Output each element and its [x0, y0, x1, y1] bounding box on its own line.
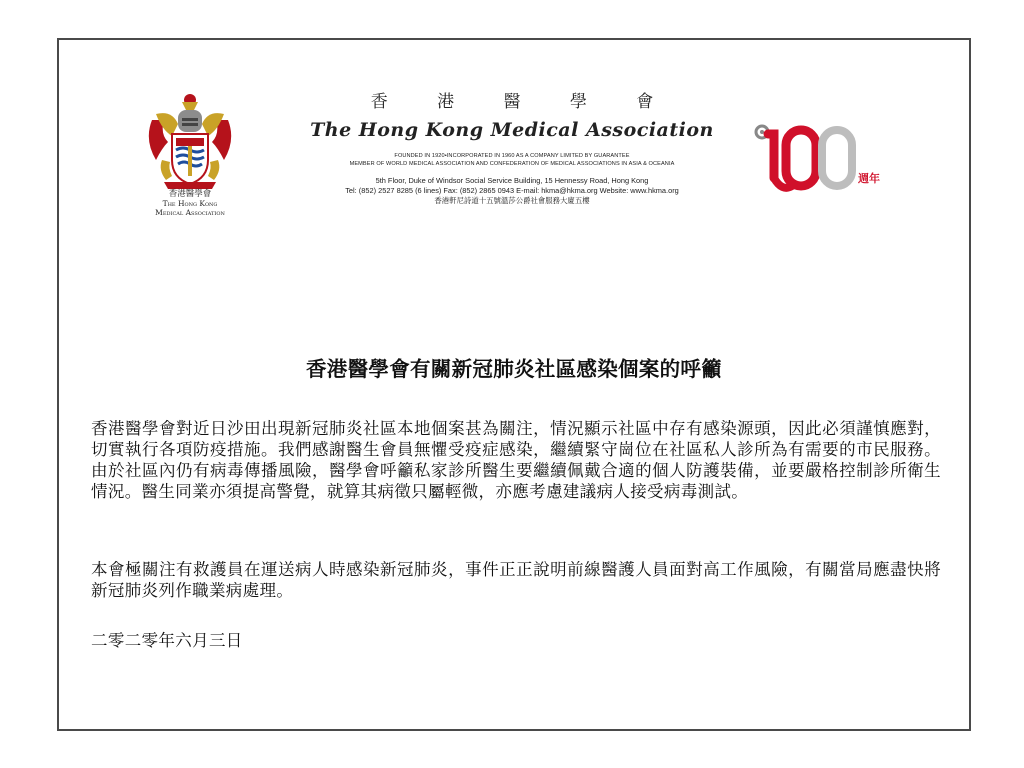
crest-caption-cn: 香港醫學會 — [168, 189, 212, 199]
association-name-cn: 香 港 醫 學 會 — [370, 92, 676, 112]
document-date: 二零二零年六月三日 — [91, 631, 243, 650]
stethoscope-100-icon — [752, 120, 862, 200]
crest-caption-en-1: The Hong Kong — [162, 199, 218, 208]
paragraph-1: 香港醫學會對近日沙田出現新冠肺炎社區本地個案甚為關注，情況顯示社區中存有感染源頭，因此必須謹慎應對，切實執行各項防疫措施。我們感謝醫生會員無懼受疫症感染，繼續緊守崗位在社區私人診所為有需要的市民服務。由於社區內仍有病毒傳播風險，醫學會呼籲私家診所醫生要繼續佩戴合適的個人防護裝備，並要嚴格控制診所衛生情況。醫生同業亦須提高警覺，就算其病徵只屬輕微，亦應考慮建議病人接受病毒測試。 — [91, 419, 941, 501]
association-crest — [142, 90, 238, 230]
crest-caption-en-2: Medical Association — [155, 208, 225, 217]
letterhead — [262, 90, 762, 206]
anniversary-logo — [752, 120, 902, 200]
founded-line: FOUNDED IN 1920•INCORPORATED IN 1960 AS A COMPANY LIMITED BY GUARANTEE — [394, 153, 630, 159]
address-en: 5th Floor, Duke of Windsor Social Service Building, 15 Hennessy Road, Hong Kong — [375, 176, 649, 185]
anniversary-label: 週年 — [858, 172, 880, 185]
address-cn: 香港軒尼詩道十五號溫莎公爵社會服務大廈五樓 — [434, 196, 590, 205]
member-line: MEMBER OF WORLD MEDICAL ASSOCIATION AND CONFEDERATION OF MEDICAL ASSOCIATIONS IN ASIA & OCEANIA — [349, 161, 675, 167]
association-name-en: The Hong Kong Medical Association — [310, 119, 714, 141]
document-title: 香港醫學會有關新冠肺炎社區感染個案的呼籲 — [306, 357, 722, 381]
paragraph-2: 本會極關注有救護員在運送病人時感染新冠肺炎，事件正正說明前線醫護人員面對高工作風險，有關當局應盡快將新冠肺炎列作職業病處理。 — [91, 560, 941, 600]
coat-of-arms-icon — [142, 90, 238, 190]
contact-line: Tel: (852) 2527 8285 (6 lines) Fax: (852) 2865 0943 E-mail: hkma@hkma.org Website: www.hkma.org — [345, 186, 679, 195]
